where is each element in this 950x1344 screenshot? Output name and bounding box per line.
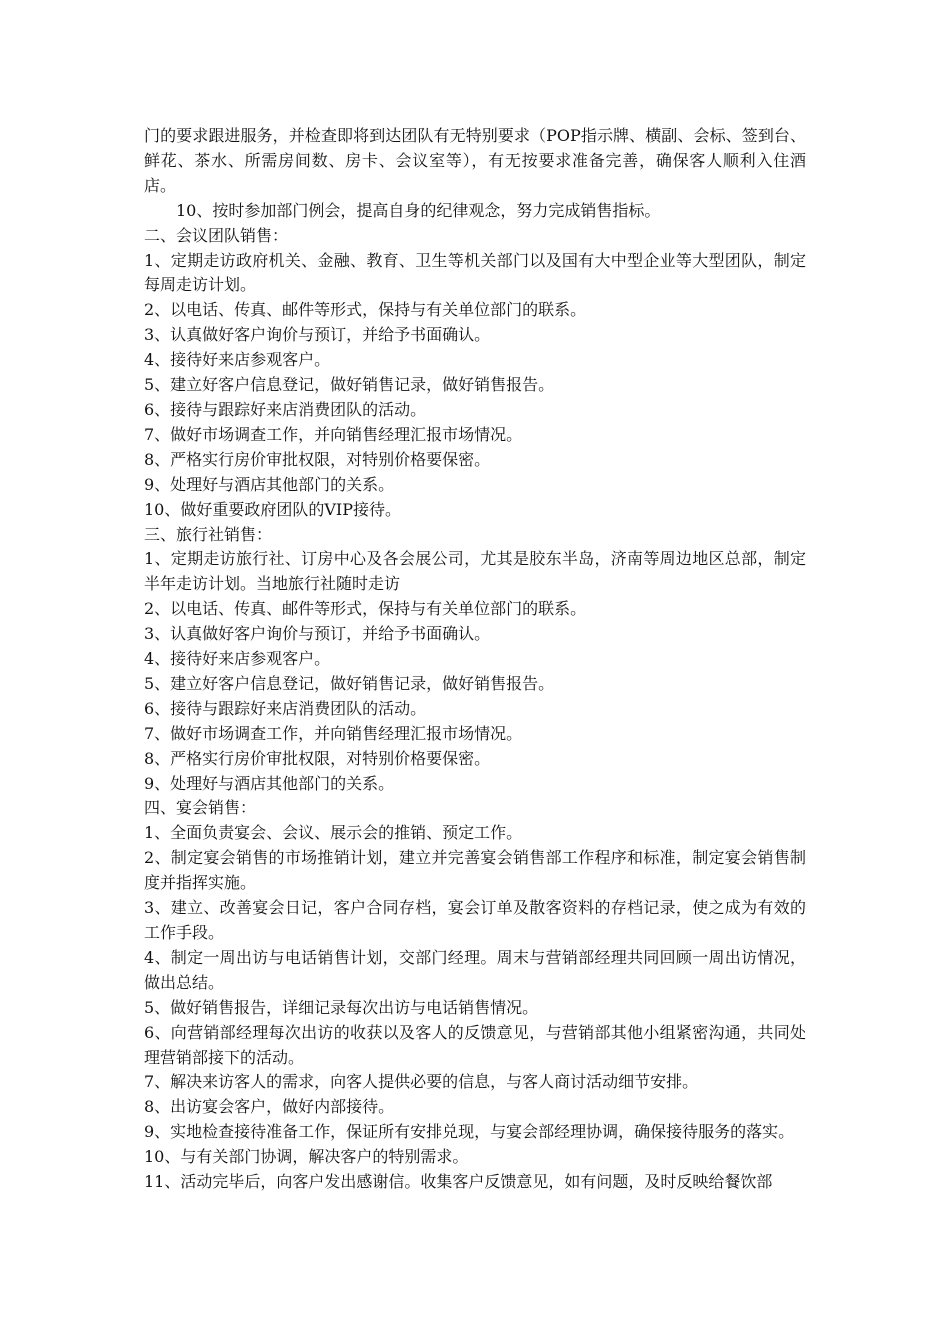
paragraph: 1、定期走访旅行社、订房中心及各会展公司，尤其是胶东半岛，济南等周边地区总部，制定半年走访计划。当地旅行社随时走访 [144, 549, 806, 594]
paragraph: 3、建立、改善宴会日记，客户合同存档，宴会订单及散客资料的存档记录，使之成为有效的工作手段。 [144, 898, 806, 942]
paragraph: 二、会议团队销售： [144, 225, 289, 245]
paragraph: 8、出访宴会客户，做好内部接待。 [144, 1097, 395, 1117]
paragraph: 4、制定一周出访与电话销售计划，交部门经理。周末与营销部经理共同回顾一周出访情况，做出总结。 [144, 947, 806, 992]
paragraph: 9、处理好与酒店其他部门的关系。 [144, 773, 395, 793]
paragraph: 1、定期走访政府机关、金融、教育、卫生等机关部门以及国有大中型企业等大型团队，制定每周走访计划。 [144, 250, 806, 295]
paragraph: 11、活动完毕后，向客户发出感谢信。收集客户反馈意见，如有问题，及时反映给餐饮部 [144, 1172, 773, 1192]
paragraph: 5、做好销售报告，详细记录每次出访与电话销售情况。 [144, 997, 539, 1017]
paragraph: 7、做好市场调查工作，并向销售经理汇报市场情况。 [144, 723, 523, 743]
paragraph: 9、实地检查接待准备工作，保证所有安排兑现，与宴会部经理协调，确保接待服务的落实。 [144, 1122, 795, 1142]
paragraph: 8、严格实行房价审批权限，对特别价格要保密。 [144, 748, 491, 768]
paragraph: 2、以电话、传真、邮件等形式，保持与有关单位部门的联系。 [144, 300, 587, 320]
paragraph: 2、制定宴会销售的市场推销计划，建立并完善宴会销售部工作程序和标准，制定宴会销售制度并指挥实施。 [144, 848, 806, 893]
paragraph: 4、接待好来店参观客户。 [144, 649, 331, 669]
paragraph: 7、解决来访客人的需求，向客人提供必要的信息，与客人商讨活动细节安排。 [144, 1072, 699, 1092]
paragraph: 四、宴会销售： [144, 798, 257, 818]
paragraph: 3、认真做好客户询价与预订，并给予书面确认。 [144, 624, 491, 644]
paragraph: 5、建立好客户信息登记，做好销售记录，做好销售报告。 [144, 673, 555, 693]
paragraph: 10、做好重要政府团队的VIP接待。 [144, 499, 402, 519]
paragraph: 5、建立好客户信息登记，做好销售记录，做好销售报告。 [144, 375, 555, 395]
paragraph: 6、接待与跟踪好来店消费团队的活动。 [144, 698, 427, 718]
paragraph: 三、旅行社销售： [144, 524, 273, 544]
paragraph: 6、向营销部经理每次出访的收获以及客人的反馈意见，与营销部其他小组紧密沟通，共同处理营销部接下的活动。 [144, 1022, 806, 1067]
paragraph: 6、接待与跟踪好来店消费团队的活动。 [144, 399, 427, 419]
paragraph: 门的要求跟进服务，并检查即将到达团队有无特别要求（POP指示牌、横副、会标、签到台、鲜花、茶水、所需房间数、房卡、会议室等），有无按要求准备完善，确保客人顺利入住酒店。 [144, 126, 806, 195]
paragraph: 2、以电话、传真、邮件等形式，保持与有关单位部门的联系。 [144, 599, 587, 619]
paragraph: 3、认真做好客户询价与预订，并给予书面确认。 [144, 325, 491, 345]
paragraph: 10、与有关部门协调，解决客户的特别需求。 [144, 1147, 469, 1167]
paragraph: 10、按时参加部门例会，提高自身的纪律观念，努力完成销售指标。 [176, 200, 661, 220]
paragraph: 8、严格实行房价审批权限，对特别价格要保密。 [144, 449, 491, 469]
paragraph: 1、全面负责宴会、会议、展示会的推销、预定工作。 [144, 823, 523, 843]
paragraph: 7、做好市场调查工作，并向销售经理汇报市场情况。 [144, 424, 523, 444]
document-page [144, 124, 806, 1195]
paragraph: 9、处理好与酒店其他部门的关系。 [144, 474, 395, 494]
paragraph: 4、接待好来店参观客户。 [144, 350, 331, 370]
